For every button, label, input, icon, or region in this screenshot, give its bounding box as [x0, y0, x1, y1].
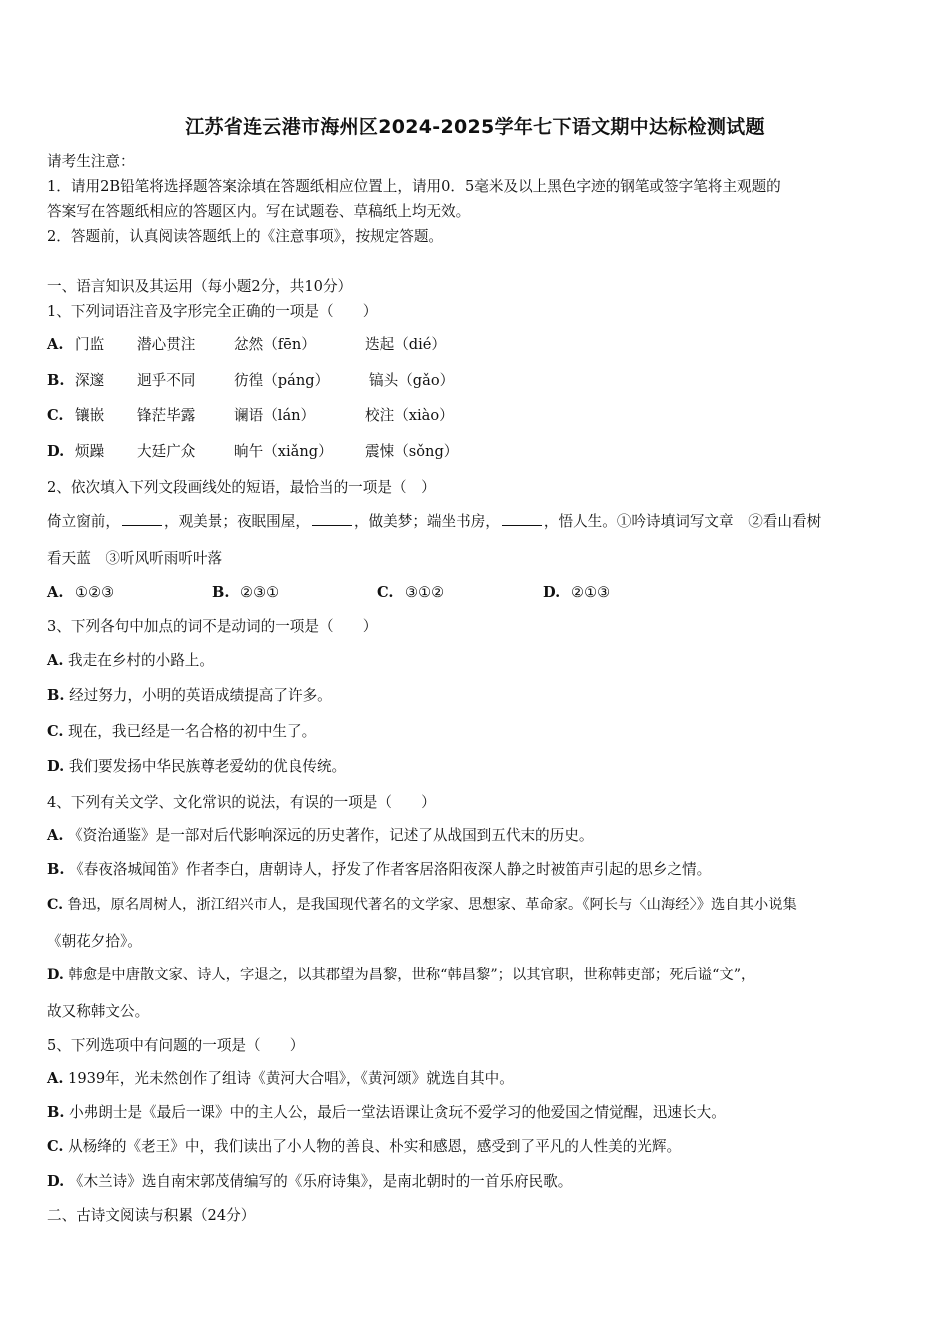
q4-option-a [47, 826, 593, 846]
option-label: C. [47, 723, 64, 740]
option-text: ②①③ [571, 584, 611, 601]
option-text: 经过努力，小明的英语成绩提高了许多。 [69, 687, 332, 704]
notice-item-1-line-1: 1．请用2B铅笔将选择题答案涂填在答题纸相应位置上，请用0．5毫米及以上黑色字迹的钢笔或签字笔将主观题的 [47, 178, 781, 195]
notice-heading: 请考生注意： [47, 153, 135, 170]
option-label: A. [47, 336, 64, 353]
q5-option-a [47, 1069, 514, 1089]
option-text: 1939年，光未然创作了组诗《黄河大合唱》，《黄河颂》就选自其中。 [68, 1070, 514, 1087]
option-label: B. [47, 1104, 65, 1121]
option-label: B. [212, 584, 230, 601]
option-word: 大廷广众 [137, 443, 196, 460]
q4-option-b [47, 860, 711, 880]
option-text: 韩愈是中唐散文家、诗人，字退之，以其郡望为昌黎，世称“韩昌黎”；以其官职，世称韩吏部；死后谥“文”， [68, 967, 756, 983]
option-label: D. [47, 758, 65, 775]
option-label: C. [47, 407, 64, 424]
option-text: 《资治通鉴》是一部对后代影响深远的历史著作，记述了从战国到五代末的历史。 [68, 827, 594, 844]
option-label: A. [47, 827, 64, 844]
option-label: B. [47, 372, 65, 389]
option-text: 小弗朗士是《最后一课》中的主人公，最后一堂法语课让贪玩不爱学习的他爱国之情觉醒，迅速长大。 [69, 1104, 726, 1121]
option-word: 潜心贯注 [137, 336, 196, 353]
q3-option-a [47, 651, 214, 671]
option-word: 迭起（dié） [365, 336, 447, 353]
option-label: B. [47, 687, 65, 704]
option-label: C. [47, 1138, 64, 1155]
option-label: D. [543, 584, 561, 601]
q4-option-d-line-1 [47, 965, 755, 985]
option-word: 晌午（xiǎng） [234, 443, 333, 460]
option-word: 校注（xiào） [365, 407, 454, 424]
option-text: ③①② [405, 584, 445, 601]
option-text: 《木兰诗》选自南宋郭茂倩编写的《乐府诗集》，是南北朝时的一首乐府民歌。 [68, 1173, 573, 1190]
option-text: 《春夜洛城闻笛》作者李白，唐朝诗人，抒发了作者客居洛阳夜深人静之时被笛声引起的思乡之情。 [69, 861, 712, 878]
q1-stem: 1、下列词语注音及字形完全正确的一项是（ ） [47, 303, 378, 320]
option-word: 震悚（sǒng） [365, 443, 459, 460]
q3-option-c [47, 722, 316, 742]
q2-passage-line-2: 看天蓝 ③听风听雨听叶落 [47, 550, 223, 567]
passage-text: ，观美景；夜眠围屋， [163, 513, 310, 530]
option-word: 深邃 [75, 372, 105, 389]
option-word: 锋茫毕露 [137, 407, 196, 424]
option-text: ①②③ [75, 584, 115, 601]
passage-text: ，做美梦；端坐书房， [353, 513, 500, 530]
option-word: 镐头（gǎo） [369, 372, 455, 389]
option-text: 我走在乡村的小路上。 [68, 652, 214, 669]
option-label: A. [47, 1070, 64, 1087]
option-text: 鲁迅，原名周树人，浙江绍兴市人，是我国现代著名的文学家、思想家、革命家。《阿长与〈山海经〉》选自其小说集 [67, 897, 797, 913]
q5-option-c [47, 1137, 681, 1157]
option-label: D. [47, 443, 65, 460]
option-label: C. [377, 584, 394, 601]
option-word: 迥乎不同 [137, 372, 196, 389]
q5-option-b [47, 1103, 726, 1123]
q2-passage-line-1 [47, 512, 821, 532]
q4-option-c-line-2: 《朝花夕拾》。 [47, 933, 142, 950]
exam-title: 江苏省连云港市海州区2024-2025学年七下语文期中达标检测试题 [185, 116, 765, 138]
option-text: ②③① [240, 584, 280, 601]
passage-text: 倚立窗前， [47, 513, 120, 530]
option-label: B. [47, 861, 65, 878]
q4-stem: 4、下列有关文学、文化常识的说法，有误的一项是（ ） [47, 794, 436, 811]
option-word: 镶嵌 [75, 407, 105, 424]
option-word: 烦躁 [75, 443, 105, 460]
section-2-heading: 二、古诗文阅读与积累（24分） [47, 1207, 256, 1224]
option-word: 谰语（lán） [234, 407, 316, 424]
option-label: A. [47, 652, 64, 669]
option-label: A. [47, 584, 64, 601]
fill-blank [312, 512, 352, 526]
fill-blank [502, 512, 542, 526]
q3-option-b [47, 686, 332, 706]
option-label: D. [47, 967, 64, 983]
fill-blank [122, 512, 162, 526]
section-1-heading: 一、语言知识及其运用（每小题2分，共10分） [47, 278, 353, 295]
option-word: 彷徨（páng） [234, 372, 330, 389]
q3-stem: 3、下列各句中加点的词不是动词的一项是（ ） [47, 618, 378, 635]
q3-option-d [47, 757, 346, 777]
q4-option-d-line-2: 故又称韩文公。 [47, 1003, 150, 1020]
notice-item-1-line-2: 答案写在答题纸相应的答题区内。写在试题卷、草稿纸上均无效。 [47, 203, 471, 220]
option-label: D. [47, 1173, 65, 1190]
option-text: 从杨绛的《老王》中，我们读出了小人物的善良、朴实和感恩，感受到了平凡的人性美的光辉。 [68, 1138, 682, 1155]
q2-stem: 2、依次填入下列文段画线处的短语，最恰当的一项是（ ） [47, 479, 436, 496]
q5-option-d [47, 1172, 572, 1192]
option-word: 门监 [75, 336, 105, 353]
passage-text: ，悟人生。①吟诗填词写文章 ②看山看树 [543, 513, 822, 530]
option-text: 我们要发扬中华民族尊老爱幼的优良传统。 [68, 758, 347, 775]
q5-stem: 5、下列选项中有问题的一项是（ ） [47, 1037, 305, 1054]
notice-item-2: 2．答题前，认真阅读答题纸上的《注意事项》，按规定答题。 [47, 228, 444, 245]
q4-option-c-line-1 [47, 895, 797, 915]
option-label: C. [47, 897, 64, 913]
option-text: 现在，我已经是一名合格的初中生了。 [68, 723, 317, 740]
option-word: 忿然（fēn） [234, 336, 316, 353]
